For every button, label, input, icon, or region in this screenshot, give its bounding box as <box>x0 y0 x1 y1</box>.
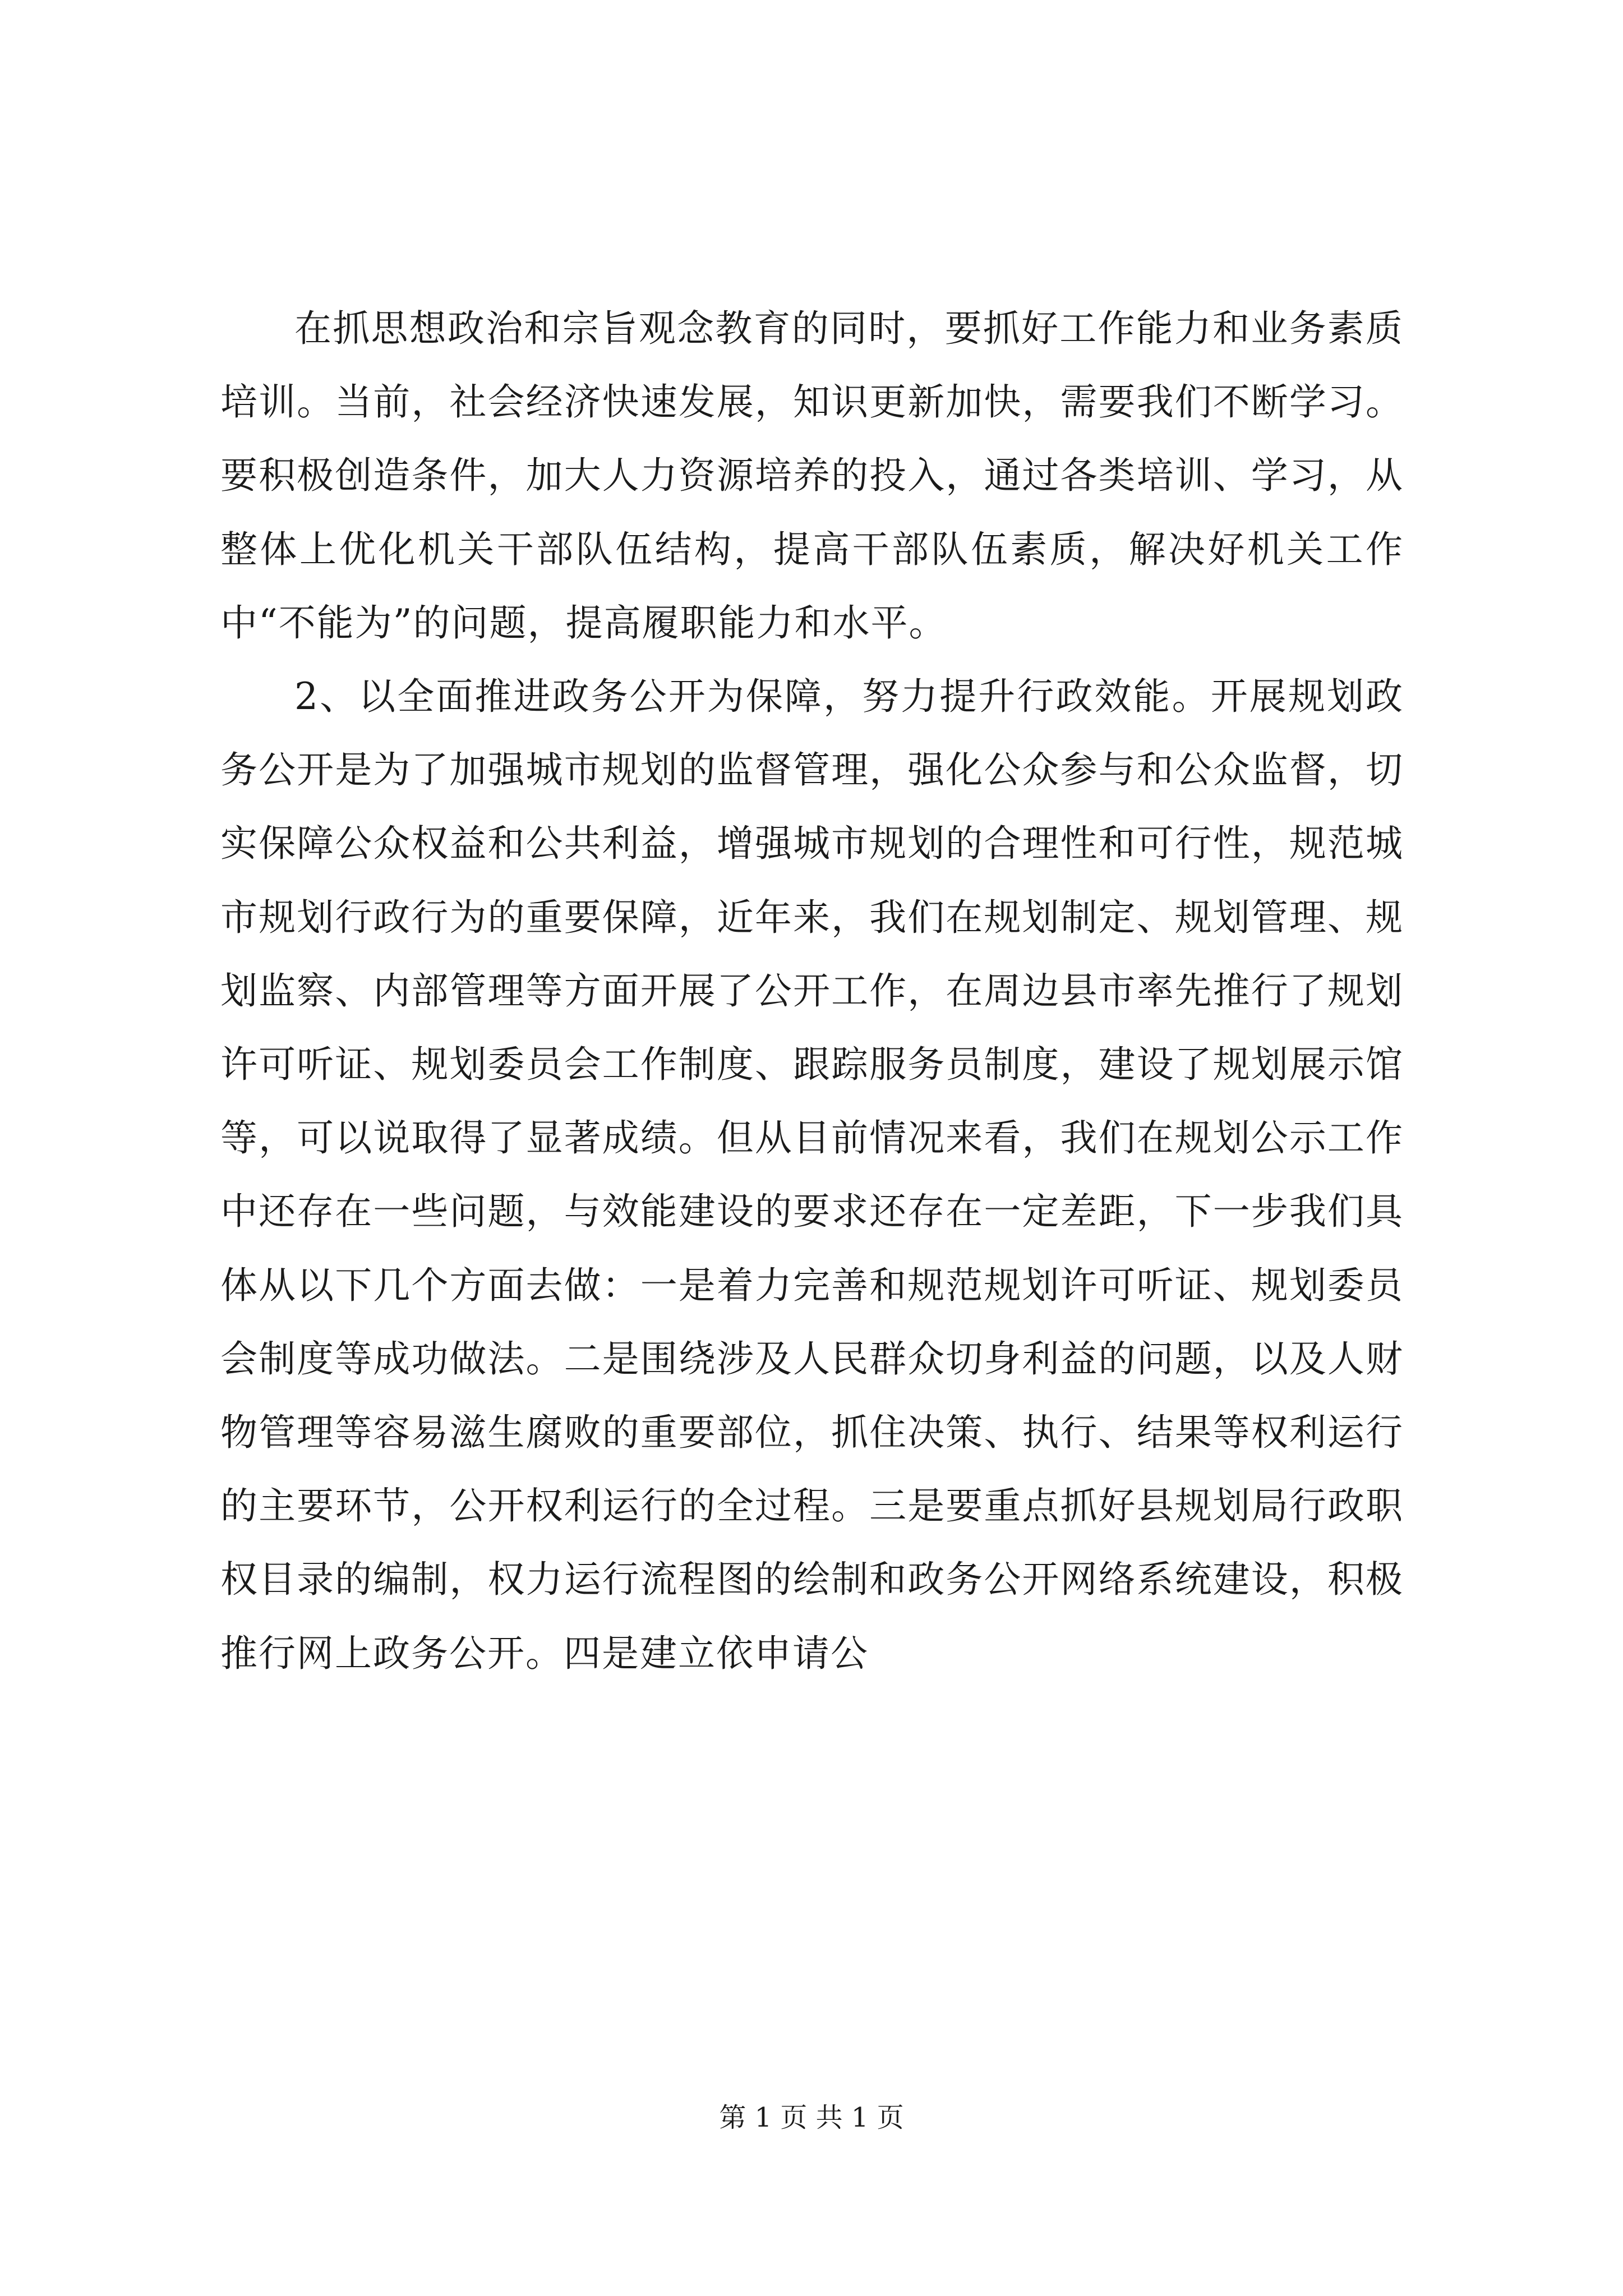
page-footer: 第 1 页 共 1 页 <box>719 2102 904 2133</box>
document-body <box>220 292 1404 1690</box>
paragraph-2: 2、以全面推进政务公开为保障，努力提升行政效能。开展规划政务公开是为了加强城市规划的监督管理，强化公众参与和公众监督，切实保障公众权益和公共利益，增强城市规划的合理性和可行性，规范城市规划行政行为的重要保障，近年来，我们在规划制定、规划管理、规划监察、内部管理等方面开展了公开工作，在周边县市率先推行了规划许可听证、规划委员会工作制度、跟踪服务员制度，建设了规划展示馆等，可以说取得了显著成绩。但从目前情况来看，我们在规划公示工作中还存在一些问题，与效能建设的要求还存在一定差距，下一步我们具体从以下几个方面去做：一是着力完善和规范规划许可听证、规划委员会制度等成功做法。二是围绕涉及人民群众切身利益的问题，以及人财物管理等容易滋生腐败的重要部位，抓住决策、执行、结果等权利运行的主要环节，公开权利运行的全过程。三是要重点抓好县规划局行政职权目录的编制，权力运行流程图的绘制和政务公开网络系统建设，积极推行网上政务公开。四是建立依申请公 <box>220 675 1404 1675</box>
paragraph-1: 在抓思想政治和宗旨观念教育的同时，要抓好工作能力和业务素质培训。当前，社会经济快速发展，知识更新加快，需要我们不断学习。要积极创造条件，加大人力资源培养的投入，通过各类培训、学习，从整体上优化机关干部队伍结构，提高干部队伍素质，解决好机关工作中“不能为”的问题，提高履职能力和水平。 <box>220 307 1404 645</box>
